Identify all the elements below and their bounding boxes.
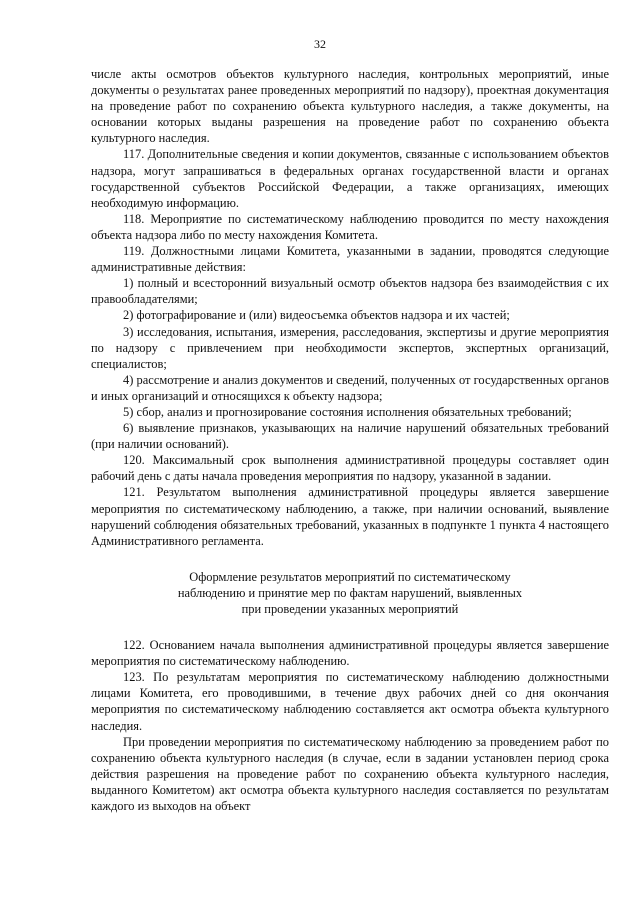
section-heading-line-3: при проведении указанных мероприятий — [241, 602, 459, 616]
list-item-4: 4) рассмотрение и анализ документов и сведений, полученных от государственных органов и иных организаций и относящихся к объекту надзора; — [91, 372, 609, 403]
section-heading-line-2: наблюдению и принятие мер по фактам нарушений, выявленных — [177, 585, 523, 600]
section-heading — [91, 569, 609, 617]
list-item-2: 2) фотографирование и (или) видеосъемка объектов надзора и их частей; — [123, 308, 510, 323]
paragraph-122: 122. Основанием начала выполнения административной процедуры является завершение мероприятия по систематическому наблюдению. — [91, 638, 609, 669]
list-item-6: 6) выявление признаков, указывающих на наличие нарушений обязательных требований (при наличии оснований). — [91, 421, 609, 452]
paragraph-117: 117. Дополнительные сведения и копии документов, связанные с использованием объектов надзора, могут запрашиваться в федеральных органах государственной власти и органах государственной субъектов Российской Федерации, а также организациях, имеющих необходимую информацию. — [91, 147, 609, 210]
paragraph-121: 121. Результатом выполнения административной процедуры является завершение мероприятия по систематическому наблюдению, а также, при наличии оснований, выявление нарушений соблюдения обязательных требований, указанных в подпункте 1 пункта 4 настоящего Административного регламента. — [91, 485, 609, 548]
paragraph-118: 118. Мероприятие по систематическому наблюдению проводится по месту нахождения объекта надзора либо по месту нахождения Комитета. — [91, 211, 609, 242]
list-item-1: 1) полный и всесторонний визуальный осмотр объектов надзора без взаимодействия с их правообладателями; — [91, 276, 609, 307]
list-item-3: 3) исследования, испытания, измерения, расследования, экспертизы и другие мероприятия по надзору с привлечением при необходимости экспертов, экспертных организаций, специалистов; — [91, 324, 609, 371]
page-number: 32 — [314, 37, 326, 51]
section-heading-line-1: Оформление результатов мероприятий по систематическому — [189, 569, 511, 584]
paragraph-119: 119. Должностными лицами Комитета, указанными в задании, проводятся следующие административные действия: — [91, 244, 609, 275]
document-body — [91, 66, 609, 814]
list-item-5: 5) сбор, анализ и прогнозирование состояния исполнения обязательных требований; — [123, 404, 572, 419]
paragraph-continuation: числе акты осмотров объектов культурного наследия, контрольных мероприятий, иные документы о результатах ранее проведенных мероприятий по надзору), проектная документация на проведение работ по сохранению объекта культурного наследия, а также документы, на основании которых выданы разрешения на проведение работ по сохранению объекта культурного наследия. — [91, 67, 609, 146]
paragraph-120: 120. Максимальный срок выполнения административной процедуры составляет один рабочий день с даты начала проведения мероприятия по надзору, указанной в задании. — [91, 453, 609, 484]
paragraph-123-continued: При проведении мероприятия по систематическому наблюдению за проведением работ по сохранению объекта культурного наследия (в случае, если в задании установлен период срока действия разрешения на проведение работ по сохранению объекта культурного наследия, выданного Комитетом) акт осмотра объекта культурного наследия составляется по результатам каждого из выходов на объект — [91, 734, 609, 814]
paragraph-123: 123. По результатам мероприятия по систематическому наблюдению должностными лицами Комитета, его проводившими, в течение двух рабочих дней со дня окончания мероприятия по систематическому наблюдению составляется акт осмотра объекта культурного наследия. — [91, 670, 609, 733]
